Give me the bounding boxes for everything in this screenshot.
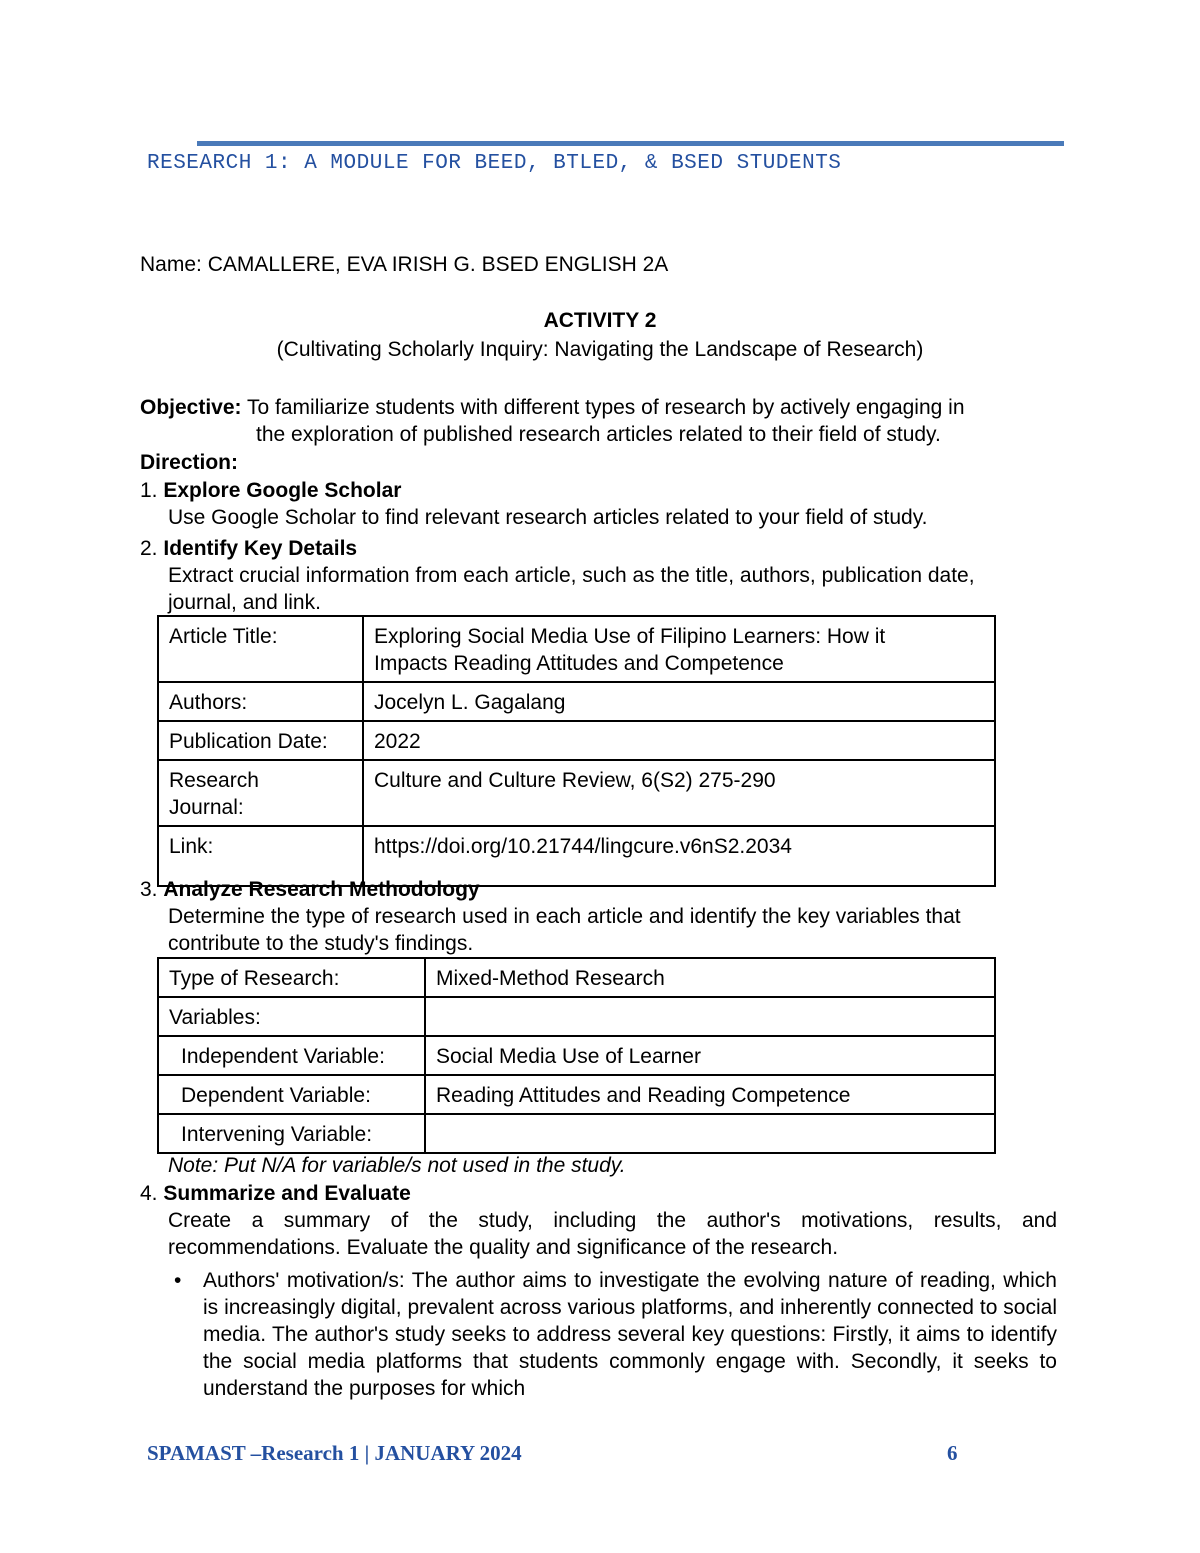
header-rule	[197, 141, 1064, 146]
step-2-text-1: Extract crucial information from each article, such as the title, authors, publication date,	[168, 564, 975, 587]
dependent-variable-label: Dependent Variable:	[158, 1075, 425, 1114]
motivation-text: The author aims to investigate the evolving nature of reading, which is increasingly digital, prevalent across various platforms, and inherently connected to social media. The author's study seeks to address several key questions: Firstly, it aims to identify the social media platforms that students commonly engage with. Secondly, it seeks to understand the purposes for which	[203, 1269, 1057, 1400]
step-3-number: 3.	[140, 878, 158, 901]
step-4-number: 4.	[140, 1182, 158, 1205]
article-title-value	[363, 616, 995, 682]
objective-label: Objective:	[140, 396, 242, 419]
activity-subtitle: (Cultivating Scholarly Inquiry: Navigating the Landscape of Research)	[276, 338, 924, 361]
page-number: 6	[947, 1441, 958, 1465]
step-1-text: Use Google Scholar to find relevant research articles related to your field of study.	[168, 506, 928, 529]
article-title-value-1: Exploring Social Media Use of Filipino Learners: How it	[374, 625, 886, 648]
variables-value	[425, 997, 995, 1036]
motivation-paragraph	[203, 1267, 1057, 1402]
methodology-table	[157, 957, 996, 1154]
step-4-title: Summarize and Evaluate	[163, 1182, 411, 1205]
name-value: CAMALLERE, EVA IRISH G. BSED ENGLISH 2A	[207, 253, 669, 276]
step-2-heading	[140, 535, 357, 562]
intervening-variable-value	[425, 1114, 995, 1153]
note-text: Note: Put N/A for variable/s not used in the study.	[168, 1154, 626, 1177]
direction-label: Direction:	[140, 451, 239, 474]
name-label: Name:	[140, 253, 202, 276]
type-of-research-value: Mixed-Method Research	[425, 958, 995, 997]
link-value[interactable]: https://doi.org/10.21744/lingcure.v6nS2.2034	[363, 826, 995, 886]
activity-title: ACTIVITY 2	[543, 309, 657, 332]
publication-date-value: 2022	[363, 721, 995, 760]
name-line	[140, 251, 668, 278]
step-4-heading	[140, 1180, 411, 1207]
table-row	[158, 616, 995, 682]
variables-label: Variables:	[158, 997, 425, 1036]
objective-text-1: To familiarize students with different types of research by actively engaging in	[247, 396, 965, 419]
independent-variable-label: Independent Variable:	[158, 1036, 425, 1075]
objective-text-2: the exploration of published research articles related to their field of study.	[256, 423, 941, 446]
journal-value: Culture and Culture Review, 6(S2) 275-290	[363, 760, 995, 826]
table-row	[158, 997, 995, 1036]
journal-label-2: Journal:	[169, 796, 244, 819]
step-1-number: 1.	[140, 479, 158, 502]
step-4-text: Create a summary of the study, including the author's motivations, results, and recommendations. Evaluate the quality and significance of the research.	[168, 1209, 1057, 1259]
table-row	[158, 958, 995, 997]
footer-text: SPAMAST –Research 1 | JANUARY 2024	[147, 1441, 522, 1465]
table-row	[158, 760, 995, 826]
step-1-title: Explore Google Scholar	[163, 479, 402, 502]
type-of-research-label: Type of Research:	[158, 958, 425, 997]
motivation-label: Authors' motivation/s:	[203, 1269, 405, 1292]
dependent-variable-value: Reading Attitudes and Reading Competence	[425, 1075, 995, 1114]
step-3-title: Analyze Research Methodology	[163, 878, 480, 901]
authors-value: Jocelyn L. Gagalang	[363, 682, 995, 721]
step-2-text-2: journal, and link.	[168, 591, 321, 614]
bullet-marker: •	[174, 1269, 182, 1292]
step-3-heading	[140, 876, 480, 903]
journal-label-1: Research	[169, 769, 259, 792]
step-3-text-2: contribute to the study's findings.	[168, 932, 474, 955]
step-2-number: 2.	[140, 537, 158, 560]
table-row	[158, 721, 995, 760]
table-row	[158, 1036, 995, 1075]
journal-label	[158, 760, 363, 826]
publication-date-label: Publication Date:	[158, 721, 363, 760]
authors-label: Authors:	[158, 682, 363, 721]
table-row	[158, 682, 995, 721]
article-title-label: Article Title:	[158, 616, 363, 682]
independent-variable-value: Social Media Use of Learner	[425, 1036, 995, 1075]
article-title-value-2: Impacts Reading Attitudes and Competence	[374, 652, 784, 675]
step-3-text-1: Determine the type of research used in each article and identify the key variables that	[168, 905, 961, 928]
table-row	[158, 1075, 995, 1114]
objective-line-1	[140, 394, 965, 421]
article-details-table	[157, 615, 996, 887]
link-label: Link:	[158, 826, 363, 886]
step-1-heading	[140, 477, 401, 504]
module-header-title: RESEARCH 1: A MODULE FOR BEED, BTLED, & BSED STUDENTS	[147, 152, 842, 175]
intervening-variable-label: Intervening Variable:	[158, 1114, 425, 1153]
step-2-title: Identify Key Details	[163, 537, 358, 560]
table-row	[158, 1114, 995, 1153]
